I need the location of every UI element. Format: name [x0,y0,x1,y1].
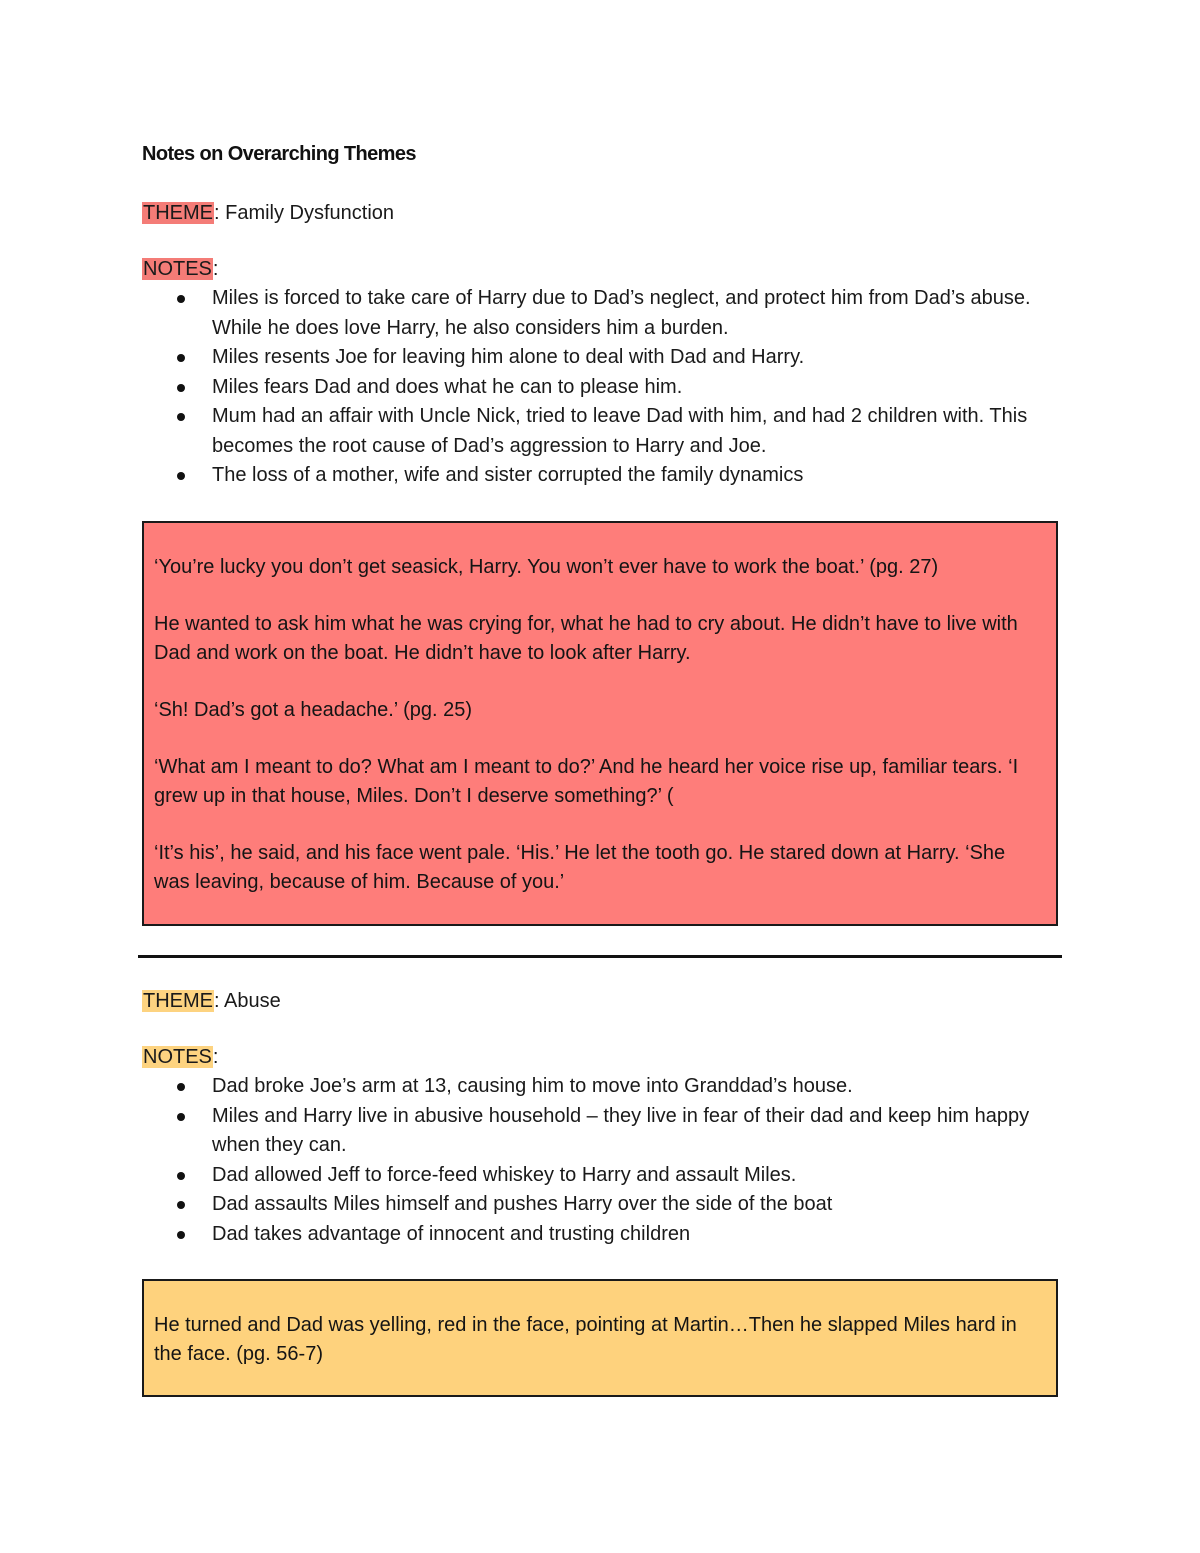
bullet-icon [177,1201,185,1209]
list-item [142,373,1062,403]
quote-box-abuse [142,1279,1058,1397]
note-text: Dad allowed Jeff to force-feed whiskey to Harry and assault Miles. [212,1163,797,1186]
notes-label: NOTES [143,1046,212,1068]
quote-text: ‘What am I meant to do? What am I meant to do?’ And he heard her voice rise up, familiar tears. ‘I grew up in that house, Miles. Don’t I deserve something?’ ( [154,756,1019,807]
theme-section-abuse [142,987,1062,1249]
theme-label: THEME [143,202,213,224]
note-text: Miles resents Joe for leaving him alone to deal with Dad and Harry. [212,346,805,368]
quote-box-family-dysfunction [142,521,1058,926]
bullet-icon [177,1231,185,1239]
bullet-icon [177,295,185,303]
document-title: Notes on Overarching Themes [142,143,416,165]
note-text: Dad assaults Miles himself and pushes Harry over the side of the boat [212,1193,833,1215]
bullet-icon [177,413,185,421]
notes-heading [142,255,1062,283]
notes-heading [142,1043,1062,1071]
bullet-icon [177,384,185,392]
notes-list [142,284,1062,491]
note-text: The loss of a mother, wife and sister corrupted the family dynamics [212,464,804,486]
quote-text: ‘It’s his’, he said, and his face went pale. ‘His.’ He let the tooth go. He stared down at Harry. ‘She was leaving, because of him. Because of you.’ [154,842,1006,893]
list-item [142,402,1062,461]
theme-value: : Abuse [214,990,281,1012]
note-text: Dad broke Joe’s arm at 13, causing him to move into Granddad’s house. [212,1075,853,1097]
list-item [142,461,1062,491]
note-text: Miles fears Dad and does what he can to please him. [212,375,683,398]
notes-label: NOTES [143,258,212,280]
list-item [142,1190,1062,1220]
notes-colon: : [212,258,219,280]
note-text: Miles and Harry live in abusive household – they live in fear of their dad and keep him happy when they can. [212,1104,1030,1156]
list-item [142,1161,1062,1191]
bullet-icon [177,1113,185,1121]
bullet-icon [177,472,185,480]
notes-list [142,1072,1062,1249]
list-item [142,1102,1062,1161]
note-text: Dad takes advantage of innocent and trusting children [212,1222,691,1245]
quote-text: ‘You’re lucky you don’t get seasick, Harry. You won’t ever have to work the boat.’ (pg. 27) [154,556,939,578]
section-divider [138,955,1062,958]
theme-value: : Family Dysfunction [214,202,395,224]
list-item [142,343,1062,373]
bullet-icon [177,354,185,362]
bullet-icon [177,1172,185,1180]
bullet-icon [177,1083,185,1091]
theme-section-family-dysfunction [142,199,1062,491]
theme-heading [142,199,1062,227]
theme-heading [142,987,1062,1015]
note-text: Mum had an affair with Uncle Nick, tried to leave Dad with him, and had 2 children with. This becomes the root cause of Dad’s aggression to Harry and Joe. [212,405,1028,457]
note-text: Miles is forced to take care of Harry due to Dad’s neglect, and protect him from Dad’s abuse. While he does love Harry, he also considers him a burden. [212,287,1031,339]
list-item [142,284,1062,343]
quote-text: ‘Sh! Dad’s got a headache.’ (pg. 25) [154,699,472,721]
theme-label: THEME [143,990,213,1012]
list-item [142,1072,1062,1102]
list-item [142,1220,1062,1250]
quote-text: He wanted to ask him what he was crying for, what he had to cry about. He didn’t have to live with Dad and work on the boat. He didn’t have to look after Harry. [154,613,1018,664]
quote-text: He turned and Dad was yelling, red in the face, pointing at Martin…Then he slapped Miles hard in the face. (pg. 56-7) [154,1314,1017,1365]
notes-colon: : [212,1046,219,1068]
